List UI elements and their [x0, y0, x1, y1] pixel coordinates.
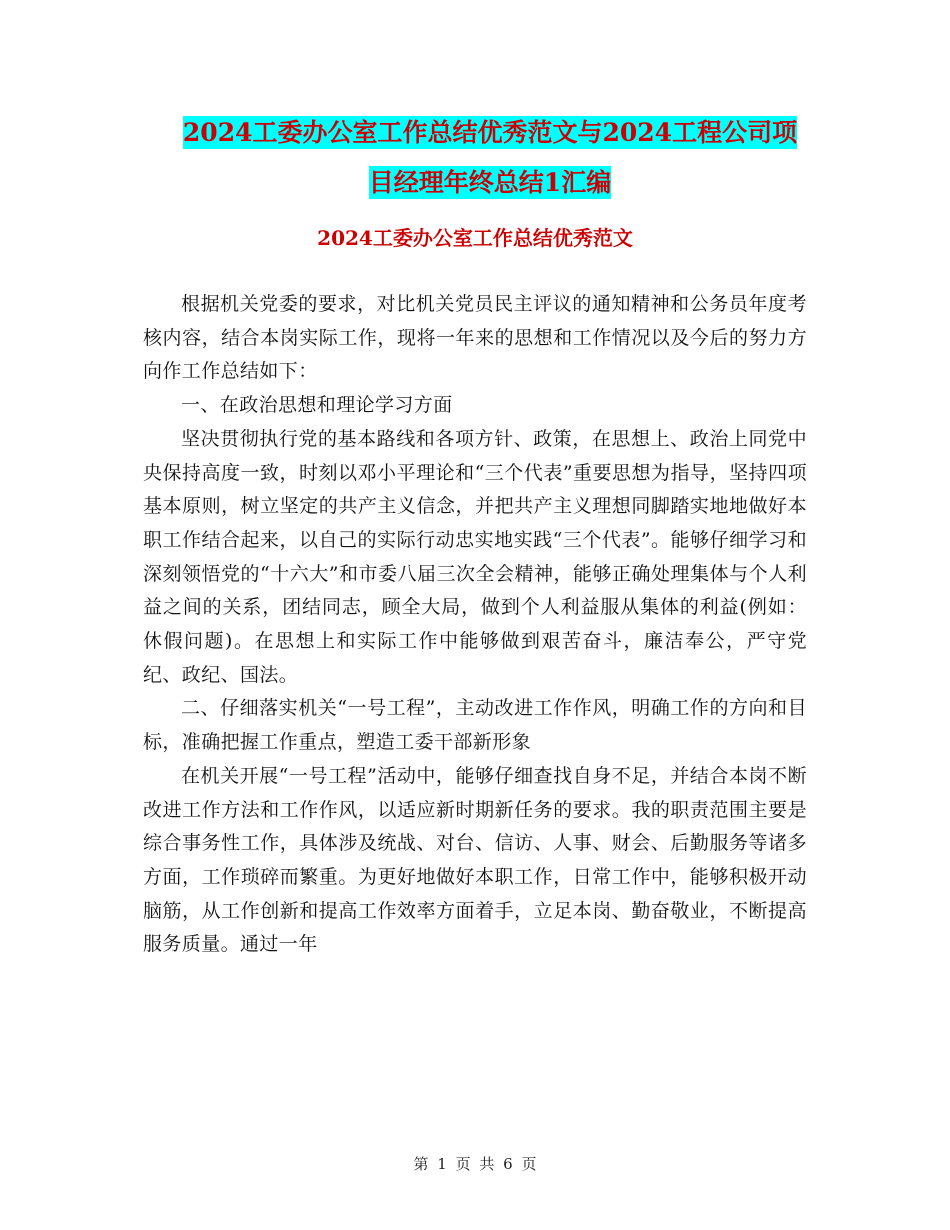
- page-footer: 第 1 页 共 6 页: [413, 1155, 537, 1173]
- title-line-2: 目经理年终总结1汇编: [368, 168, 612, 197]
- title-line-1: 2024工委办公室工作总结优秀范文与2024工程公司项: [182, 118, 798, 147]
- paragraph-section-1: 坚决贯彻执行党的基本路线和各项方针、政策，在思想上、政治上同党中央保持高度一致，时刻以邓小平理论和“三个代表”重要思想为指导，坚持四项基本原则，树立坚定的共产主义信念，并把共产主义理想同脚踏实地地做好本职工作结合起来，以自己的实际行动忠实地实践“三个代表”。能够仔细学习和深刻领悟党的“十六大”和市委八届三次全会精神，能够正确处理集体与个人利益之间的关系，团结同志，顾全大局，做到个人利益服从集体的利益(例如：休假问题)。在思想上和实际工作中能够做到艰苦奋斗，廉洁奉公，严守党纪、政纪、国法。: [143, 427, 807, 686]
- heading-section-1: 一、在政治思想和理论学习方面: [181, 394, 453, 417]
- document-title: [140, 108, 840, 208]
- paragraph-intro: 根据机关党委的要求，对比机关党员民主评议的通知精神和公务员年度考核内容，结合本岗实际工作，现将一年来的思想和工作情况以及今后的努力方向作工作总结如下：: [143, 293, 807, 383]
- paragraph-section-2: 在机关开展“一号工程”活动中，能够仔细查找自身不足，并结合本岗不断改进工作方法和工作作风，以适应新时期新任务的要求。我的职责范围主要是综合事务性工作，具体涉及统战、对台、信访、人事、财会、后勤服务等诸多方面，工作琐碎而繁重。为更好地做好本职工作，日常工作中，能够积极开动脑筋，从工作创新和提高工作效率方面着手，立足本岗、勤奋敬业，不断提高服务质量。通过一年: [143, 764, 807, 956]
- section-subtitle: 2024工委办公室工作总结优秀范文: [317, 226, 633, 250]
- document-body: [143, 288, 807, 962]
- heading-section-2: 二、仔细落实机关“一号工程”，主动改进工作作风，明确工作的方向和目标，准确把握工作重点，塑造工委干部新形象: [143, 697, 807, 754]
